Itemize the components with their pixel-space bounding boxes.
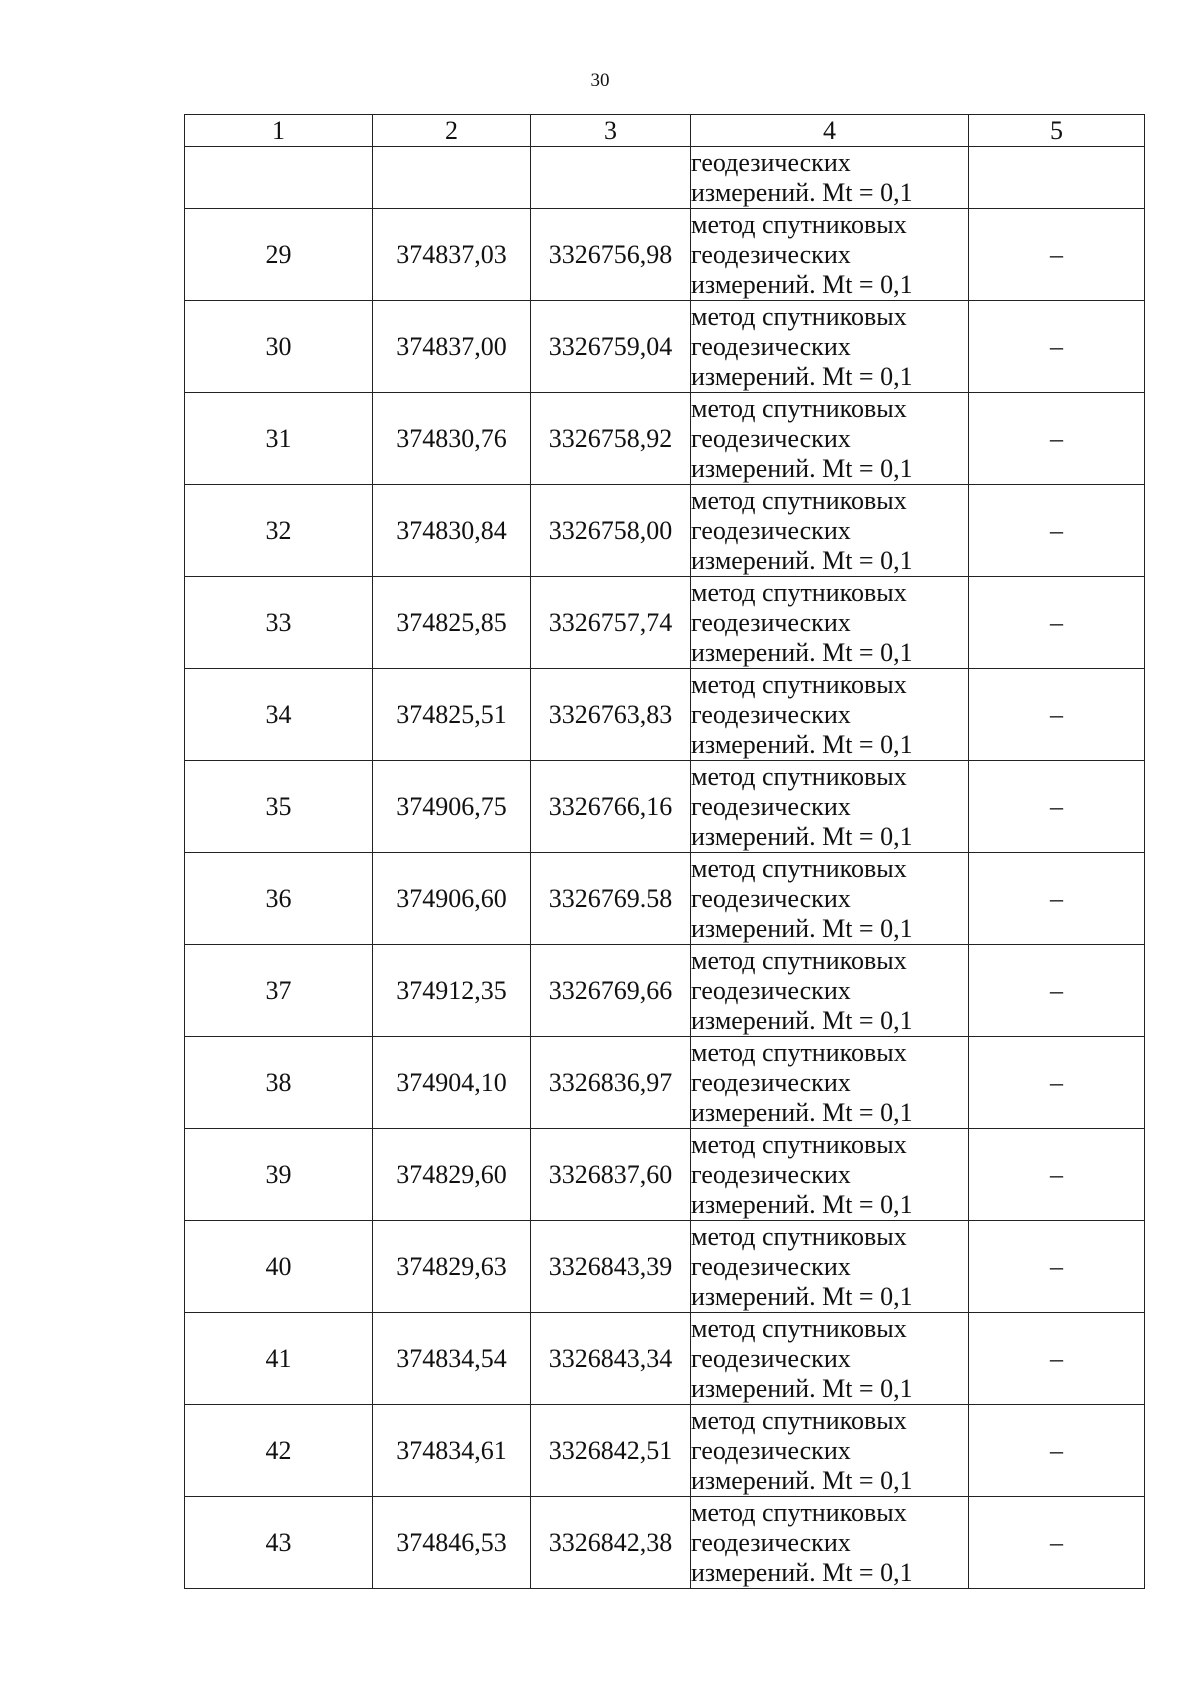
y-coordinate-cell: 3326769,66 (531, 945, 691, 1037)
deviation-cell: – (969, 1129, 1145, 1221)
method-line: геодезических (691, 1435, 851, 1465)
method-cell (691, 147, 969, 209)
x-coordinate-cell (373, 147, 531, 209)
method-line: метод спутниковых (691, 393, 907, 423)
method-line: метод спутниковых (691, 1129, 907, 1159)
x-coordinate-cell: 374834,61 (373, 1405, 531, 1497)
table-row (185, 577, 1145, 669)
method-cell (691, 209, 969, 301)
method-line: геодезических (691, 699, 851, 729)
method-line: метод спутниковых (691, 1037, 907, 1067)
method-line: измерений. Mt = 0,1 (691, 1281, 913, 1311)
point-number-cell: 31 (185, 393, 373, 485)
method-cell (691, 393, 969, 485)
method-line: геодезических (691, 791, 851, 821)
deviation-cell: – (969, 853, 1145, 945)
method-line: измерений. Mt = 0,1 (691, 1005, 913, 1035)
table-row (185, 301, 1145, 393)
method-line: метод спутниковых (691, 761, 907, 791)
x-coordinate-cell: 374830,76 (373, 393, 531, 485)
point-number-cell: 29 (185, 209, 373, 301)
y-coordinate-cell: 3326766,16 (531, 761, 691, 853)
y-coordinate-cell: 3326836,97 (531, 1037, 691, 1129)
y-coordinate-cell: 3326843,39 (531, 1221, 691, 1313)
method-line: геодезических (691, 975, 851, 1005)
method-line: измерений. Mt = 0,1 (691, 1557, 913, 1587)
table-row (185, 945, 1145, 1037)
x-coordinate-cell: 374834,54 (373, 1313, 531, 1405)
method-line: геодезических (691, 331, 851, 361)
method-line: измерений. Mt = 0,1 (691, 821, 913, 851)
y-coordinate-cell: 3326757,74 (531, 577, 691, 669)
method-cell (691, 1129, 969, 1221)
method-cell (691, 761, 969, 853)
deviation-cell: – (969, 1405, 1145, 1497)
method-cell (691, 1405, 969, 1497)
method-line: метод спутниковых (691, 669, 907, 699)
y-coordinate-cell: 3326763,83 (531, 669, 691, 761)
method-line: метод спутниковых (691, 301, 907, 331)
method-line: измерений. Mt = 0,1 (691, 177, 913, 207)
deviation-cell (969, 147, 1145, 209)
deviation-cell: – (969, 1221, 1145, 1313)
deviation-cell: – (969, 945, 1145, 1037)
deviation-cell: – (969, 301, 1145, 393)
method-line: измерений. Mt = 0,1 (691, 453, 913, 483)
method-line: метод спутниковых (691, 945, 907, 975)
x-coordinate-cell: 374846,53 (373, 1497, 531, 1589)
method-line: измерений. Mt = 0,1 (691, 1465, 913, 1495)
point-number-cell: 37 (185, 945, 373, 1037)
table-header (185, 115, 1145, 147)
method-cell (691, 945, 969, 1037)
method-line: геодезических (691, 1159, 851, 1189)
x-coordinate-cell: 374837,00 (373, 301, 531, 393)
deviation-cell: – (969, 761, 1145, 853)
point-number-cell: 35 (185, 761, 373, 853)
y-coordinate-cell: 3326842,51 (531, 1405, 691, 1497)
method-line: измерений. Mt = 0,1 (691, 361, 913, 391)
method-line: метод спутниковых (691, 577, 907, 607)
x-coordinate-cell: 374912,35 (373, 945, 531, 1037)
point-number-cell: 33 (185, 577, 373, 669)
table-row-continuation (185, 147, 1145, 209)
method-cell (691, 301, 969, 393)
point-number-cell: 34 (185, 669, 373, 761)
x-coordinate-cell: 374829,60 (373, 1129, 531, 1221)
method-line: геодезических (691, 607, 851, 637)
table-row (185, 1313, 1145, 1405)
method-cell (691, 1037, 969, 1129)
table-row (185, 1405, 1145, 1497)
table-body (185, 147, 1145, 1589)
table-row (185, 1037, 1145, 1129)
method-line: геодезических (691, 1251, 851, 1281)
method-line: измерений. Mt = 0,1 (691, 545, 913, 575)
deviation-cell: – (969, 485, 1145, 577)
y-coordinate-cell: 3326758,92 (531, 393, 691, 485)
x-coordinate-cell: 374906,75 (373, 761, 531, 853)
deviation-cell: – (969, 669, 1145, 761)
point-number-cell: 32 (185, 485, 373, 577)
y-coordinate-cell: 3326759,04 (531, 301, 691, 393)
point-number-cell (185, 147, 373, 209)
column-header-1: 1 (185, 115, 373, 147)
point-number-cell: 41 (185, 1313, 373, 1405)
y-coordinate-cell: 3326843,34 (531, 1313, 691, 1405)
method-line: измерений. Mt = 0,1 (691, 913, 913, 943)
method-line: метод спутниковых (691, 1405, 907, 1435)
page-number: 30 (590, 70, 610, 91)
method-line: измерений. Mt = 0,1 (691, 637, 913, 667)
method-line: измерений. Mt = 0,1 (691, 1097, 913, 1127)
deviation-cell: – (969, 1313, 1145, 1405)
deviation-cell: – (969, 577, 1145, 669)
point-number-cell: 36 (185, 853, 373, 945)
method-line: метод спутниковых (691, 1313, 907, 1343)
method-line: метод спутниковых (691, 485, 907, 515)
method-line: измерений. Mt = 0,1 (691, 729, 913, 759)
coordinates-table (184, 114, 1145, 1589)
x-coordinate-cell: 374830,84 (373, 485, 531, 577)
x-coordinate-cell: 374906,60 (373, 853, 531, 945)
method-line: метод спутниковых (691, 1221, 907, 1251)
method-line: метод спутниковых (691, 1497, 907, 1527)
method-cell (691, 1313, 969, 1405)
deviation-cell: – (969, 1497, 1145, 1589)
x-coordinate-cell: 374825,51 (373, 669, 531, 761)
point-number-cell: 39 (185, 1129, 373, 1221)
point-number-cell: 30 (185, 301, 373, 393)
method-line: геодезических (691, 239, 851, 269)
method-line: метод спутниковых (691, 853, 907, 883)
method-line: измерений. Mt = 0,1 (691, 269, 913, 299)
method-cell (691, 1497, 969, 1589)
deviation-cell: – (969, 209, 1145, 301)
y-coordinate-cell: 3326842,38 (531, 1497, 691, 1589)
method-cell (691, 669, 969, 761)
point-number-cell: 43 (185, 1497, 373, 1589)
method-line: метод спутниковых (691, 209, 907, 239)
table-row (185, 761, 1145, 853)
method-line: измерений. Mt = 0,1 (691, 1373, 913, 1403)
table-row (185, 1221, 1145, 1313)
x-coordinate-cell: 374825,85 (373, 577, 531, 669)
x-coordinate-cell: 374829,63 (373, 1221, 531, 1313)
method-line: геодезических (691, 147, 851, 177)
method-line: геодезических (691, 515, 851, 545)
y-coordinate-cell: 3326769.58 (531, 853, 691, 945)
method-line: измерений. Mt = 0,1 (691, 1189, 913, 1219)
point-number-cell: 42 (185, 1405, 373, 1497)
table-row (185, 853, 1145, 945)
table-row (185, 485, 1145, 577)
table-row (185, 393, 1145, 485)
header-row (185, 115, 1145, 147)
y-coordinate-cell: 3326837,60 (531, 1129, 691, 1221)
table-row (185, 1497, 1145, 1589)
x-coordinate-cell: 374837,03 (373, 209, 531, 301)
method-cell (691, 1221, 969, 1313)
column-header-4: 4 (691, 115, 969, 147)
method-line: геодезических (691, 883, 851, 913)
method-line: геодезических (691, 1343, 851, 1373)
point-number-cell: 40 (185, 1221, 373, 1313)
table-row (185, 1129, 1145, 1221)
y-coordinate-cell: 3326758,00 (531, 485, 691, 577)
point-number-cell: 38 (185, 1037, 373, 1129)
column-header-3: 3 (531, 115, 691, 147)
method-cell (691, 485, 969, 577)
y-coordinate-cell (531, 147, 691, 209)
table-row (185, 209, 1145, 301)
column-header-5: 5 (969, 115, 1145, 147)
method-cell (691, 853, 969, 945)
x-coordinate-cell: 374904,10 (373, 1037, 531, 1129)
method-cell (691, 577, 969, 669)
table-row (185, 669, 1145, 761)
method-line: геодезических (691, 423, 851, 453)
deviation-cell: – (969, 1037, 1145, 1129)
y-coordinate-cell: 3326756,98 (531, 209, 691, 301)
column-header-2: 2 (373, 115, 531, 147)
method-line: геодезических (691, 1527, 851, 1557)
deviation-cell: – (969, 393, 1145, 485)
method-line: геодезических (691, 1067, 851, 1097)
